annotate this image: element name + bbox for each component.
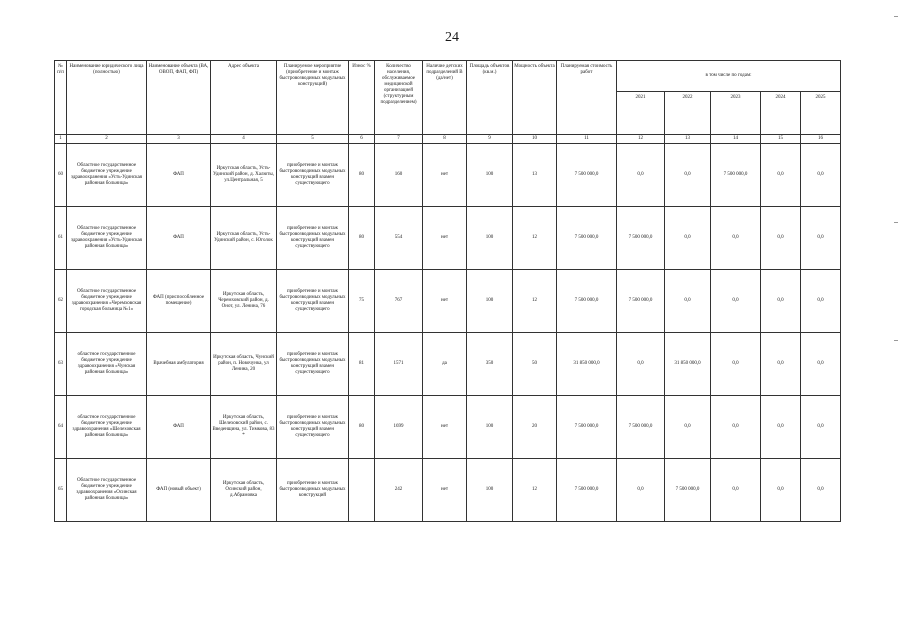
cell-cost: 7 500 000,0 bbox=[557, 396, 617, 459]
cell-planned: приобретение и монтаж быстровозводимых модульных конструкций взамен существующего bbox=[277, 270, 349, 333]
cell-wear: 80 bbox=[349, 207, 375, 270]
cell-capacity: 12 bbox=[513, 270, 557, 333]
cell-2021: 7 500 000,0 bbox=[617, 207, 665, 270]
cell-num: 65 bbox=[55, 459, 67, 522]
cell-object: ФАП bbox=[147, 396, 211, 459]
cell-address: Иркутская область, Усть-Удинский район, с. Юголок bbox=[211, 207, 277, 270]
table-row bbox=[55, 207, 841, 270]
col-number: 7 bbox=[375, 135, 423, 144]
cell-capacity: 20 bbox=[513, 396, 557, 459]
cell-2025: 0,0 bbox=[801, 144, 841, 207]
cell-2021: 0,0 bbox=[617, 459, 665, 522]
cell-children: нет bbox=[423, 396, 467, 459]
header-cost: Планируемая стоимость работ bbox=[557, 61, 617, 135]
table-row bbox=[55, 270, 841, 333]
cell-capacity: 12 bbox=[513, 207, 557, 270]
header-year-2021: 2021 bbox=[617, 92, 665, 135]
header-planned: Планируемое мероприятие (приобретение и монтаж быстровозводимых модульных конструкций) bbox=[277, 61, 349, 135]
cell-children: нет bbox=[423, 144, 467, 207]
cell-wear: 75 bbox=[349, 270, 375, 333]
cell-population: 1699 bbox=[375, 396, 423, 459]
cell-2023: 0,0 bbox=[711, 333, 761, 396]
header-area: Площадь объектов (кв.м.) bbox=[467, 61, 513, 135]
cell-object: ФАП (приспособленное помещение) bbox=[147, 270, 211, 333]
cell-address: Иркутская область, Чунский район, п. Новочунка, ул Ленина, 20 bbox=[211, 333, 277, 396]
cell-object: ФАП bbox=[147, 144, 211, 207]
cell-legal-name: Областное государственное бюджетное учреждение здравоохранения «Усть-Удинская районная больница» bbox=[67, 207, 147, 270]
cell-children: да bbox=[423, 333, 467, 396]
cell-2023: 0,0 bbox=[711, 270, 761, 333]
cell-2025: 0,0 bbox=[801, 270, 841, 333]
col-number: 6 bbox=[349, 135, 375, 144]
cell-2024: 0,0 bbox=[761, 207, 801, 270]
cell-2022: 31 850 000,0 bbox=[665, 333, 711, 396]
header-capacity: Мощность объекта bbox=[513, 61, 557, 135]
cell-2021: 0,0 bbox=[617, 144, 665, 207]
cell-population: 242 bbox=[375, 459, 423, 522]
cell-2021: 0,0 bbox=[617, 333, 665, 396]
cell-2022: 0,0 bbox=[665, 396, 711, 459]
table-row bbox=[55, 333, 841, 396]
col-number: 1 bbox=[55, 135, 67, 144]
edge-mark bbox=[894, 340, 898, 341]
cell-2023: 0,0 bbox=[711, 207, 761, 270]
cell-area: 100 bbox=[467, 270, 513, 333]
cell-2024: 0,0 bbox=[761, 144, 801, 207]
cell-children: нет bbox=[423, 459, 467, 522]
col-number: 8 bbox=[423, 135, 467, 144]
header-year-2022: 2022 bbox=[665, 92, 711, 135]
cell-wear: 80 bbox=[349, 396, 375, 459]
col-number: 9 bbox=[467, 135, 513, 144]
header-population: Количество населения, обслуживаемое медицинской организацией (структурным подразделением) bbox=[375, 61, 423, 135]
col-number: 5 bbox=[277, 135, 349, 144]
cell-area: 100 bbox=[467, 144, 513, 207]
cell-wear: 80 bbox=[349, 144, 375, 207]
cell-2025: 0,0 bbox=[801, 459, 841, 522]
cell-object: Врачебная амбулатория bbox=[147, 333, 211, 396]
cell-2022: 0,0 bbox=[665, 270, 711, 333]
cell-2024: 0,0 bbox=[761, 396, 801, 459]
cell-2021: 7 500 000,0 bbox=[617, 270, 665, 333]
cell-object: ФАП (новый объект) bbox=[147, 459, 211, 522]
page-number: 24 bbox=[445, 30, 459, 45]
header-address: Адрес объекта bbox=[211, 61, 277, 135]
header-object-name: Наименование объекта (ВА, ОВОП, ФАП, ФП) bbox=[147, 61, 211, 135]
cell-legal-name: Областное государственное бюджетное учреждение здравоохранения «Осинская районная больница» bbox=[67, 459, 147, 522]
cell-capacity: 12 bbox=[513, 459, 557, 522]
cell-2022: 7 500 000,0 bbox=[665, 459, 711, 522]
header-children: Наличие детских подразделений В (да/нет) bbox=[423, 61, 467, 135]
cell-cost: 7 500 000,0 bbox=[557, 144, 617, 207]
cell-num: 60 bbox=[55, 144, 67, 207]
cell-2024: 0,0 bbox=[761, 459, 801, 522]
cell-capacity: 50 bbox=[513, 333, 557, 396]
cell-area: 100 bbox=[467, 396, 513, 459]
cell-cost: 7 500 000,0 bbox=[557, 459, 617, 522]
cell-population: 767 bbox=[375, 270, 423, 333]
cell-num: 63 bbox=[55, 333, 67, 396]
cell-children: нет bbox=[423, 270, 467, 333]
cell-children: нет bbox=[423, 207, 467, 270]
cell-address: Иркутская область, Шелеховский район, с. Введенщина, ул. Тимкова, 83 * bbox=[211, 396, 277, 459]
header-year-2025: 2025 bbox=[801, 92, 841, 135]
cell-planned: приобретение и монтаж быстровозводимых модульных конструкций bbox=[277, 459, 349, 522]
cell-2023: 0,0 bbox=[711, 459, 761, 522]
cell-num: 61 bbox=[55, 207, 67, 270]
cell-2023: 0,0 bbox=[711, 396, 761, 459]
cell-legal-name: областное государственное бюджетное учреждение здравоохранения «Шелеховская районная больница» bbox=[67, 396, 147, 459]
cell-wear bbox=[349, 459, 375, 522]
col-number: 12 bbox=[617, 135, 665, 144]
header-num: № п/п bbox=[55, 61, 67, 135]
cell-area: 350 bbox=[467, 333, 513, 396]
cell-object: ФАП bbox=[147, 207, 211, 270]
cell-2025: 0,0 bbox=[801, 207, 841, 270]
cell-2024: 0,0 bbox=[761, 270, 801, 333]
col-number: 11 bbox=[557, 135, 617, 144]
table-row bbox=[55, 396, 841, 459]
cell-2024: 0,0 bbox=[761, 333, 801, 396]
cell-planned: приобретение и монтаж быстровозводимых модульных конструкций взамен существующего bbox=[277, 396, 349, 459]
cell-population: 160 bbox=[375, 144, 423, 207]
cell-2023: 7 500 000,0 bbox=[711, 144, 761, 207]
cell-address: Иркутская область, Осинский район, д.Абрамовка bbox=[211, 459, 277, 522]
edge-mark bbox=[894, 16, 898, 17]
cell-num: 64 bbox=[55, 396, 67, 459]
cell-2025: 0,0 bbox=[801, 333, 841, 396]
cell-2022: 0,0 bbox=[665, 207, 711, 270]
col-number: 16 bbox=[801, 135, 841, 144]
cell-cost: 7 500 000,0 bbox=[557, 270, 617, 333]
header-year-2023: 2023 bbox=[711, 92, 761, 135]
col-number: 15 bbox=[761, 135, 801, 144]
cell-legal-name: Областное государственное бюджетное учреждение здравоохранения «Усть-Удинская районная больница» bbox=[67, 144, 147, 207]
table-row bbox=[55, 144, 841, 207]
cell-num: 62 bbox=[55, 270, 67, 333]
col-number: 2 bbox=[67, 135, 147, 144]
cell-planned: приобретение и монтаж быстровозводимых модульных конструкций взамен существующего bbox=[277, 207, 349, 270]
col-number: 14 bbox=[711, 135, 761, 144]
header-wear: Износ % bbox=[349, 61, 375, 135]
col-number: 10 bbox=[513, 135, 557, 144]
cell-cost: 7 500 000,0 bbox=[557, 207, 617, 270]
cell-area: 100 bbox=[467, 459, 513, 522]
cell-population: 554 bbox=[375, 207, 423, 270]
col-number: 3 bbox=[147, 135, 211, 144]
header-legal-name: Наименование юридического лица (полностью) bbox=[67, 61, 147, 135]
cell-2022: 0,0 bbox=[665, 144, 711, 207]
cell-cost: 31 850 000,0 bbox=[557, 333, 617, 396]
cell-2025: 0,0 bbox=[801, 396, 841, 459]
table-row bbox=[55, 459, 841, 522]
data-table bbox=[54, 60, 841, 522]
col-number: 13 bbox=[665, 135, 711, 144]
header-by-years: в том числе по годам: bbox=[617, 61, 841, 92]
cell-planned: приобретение и монтаж быстровозводимых модульных конструкций взамен существующего bbox=[277, 333, 349, 396]
header-year-2024: 2024 bbox=[761, 92, 801, 135]
cell-legal-name: Областное государственное бюджетное учреждение здравоохранения «Черемховская городская больница №1» bbox=[67, 270, 147, 333]
cell-2021: 7 500 000,0 bbox=[617, 396, 665, 459]
cell-wear: 81 bbox=[349, 333, 375, 396]
cell-capacity: 13 bbox=[513, 144, 557, 207]
cell-population: 1571 bbox=[375, 333, 423, 396]
cell-area: 100 bbox=[467, 207, 513, 270]
edge-mark bbox=[894, 222, 898, 223]
cell-address: Иркутская область, Усть-Удинский район, д. Халюты, ул.Центральная, 5 bbox=[211, 144, 277, 207]
cell-planned: приобретение и монтаж быстровозводимых модульных конструкций взамен существующего bbox=[277, 144, 349, 207]
cell-legal-name: областное государственное бюджетное учреждение здравоохранения «Чунская районная больница» bbox=[67, 333, 147, 396]
cell-address: Иркутская область, Черемховский район, д. Онот, ул. Ленина, 76 bbox=[211, 270, 277, 333]
col-number: 4 bbox=[211, 135, 277, 144]
